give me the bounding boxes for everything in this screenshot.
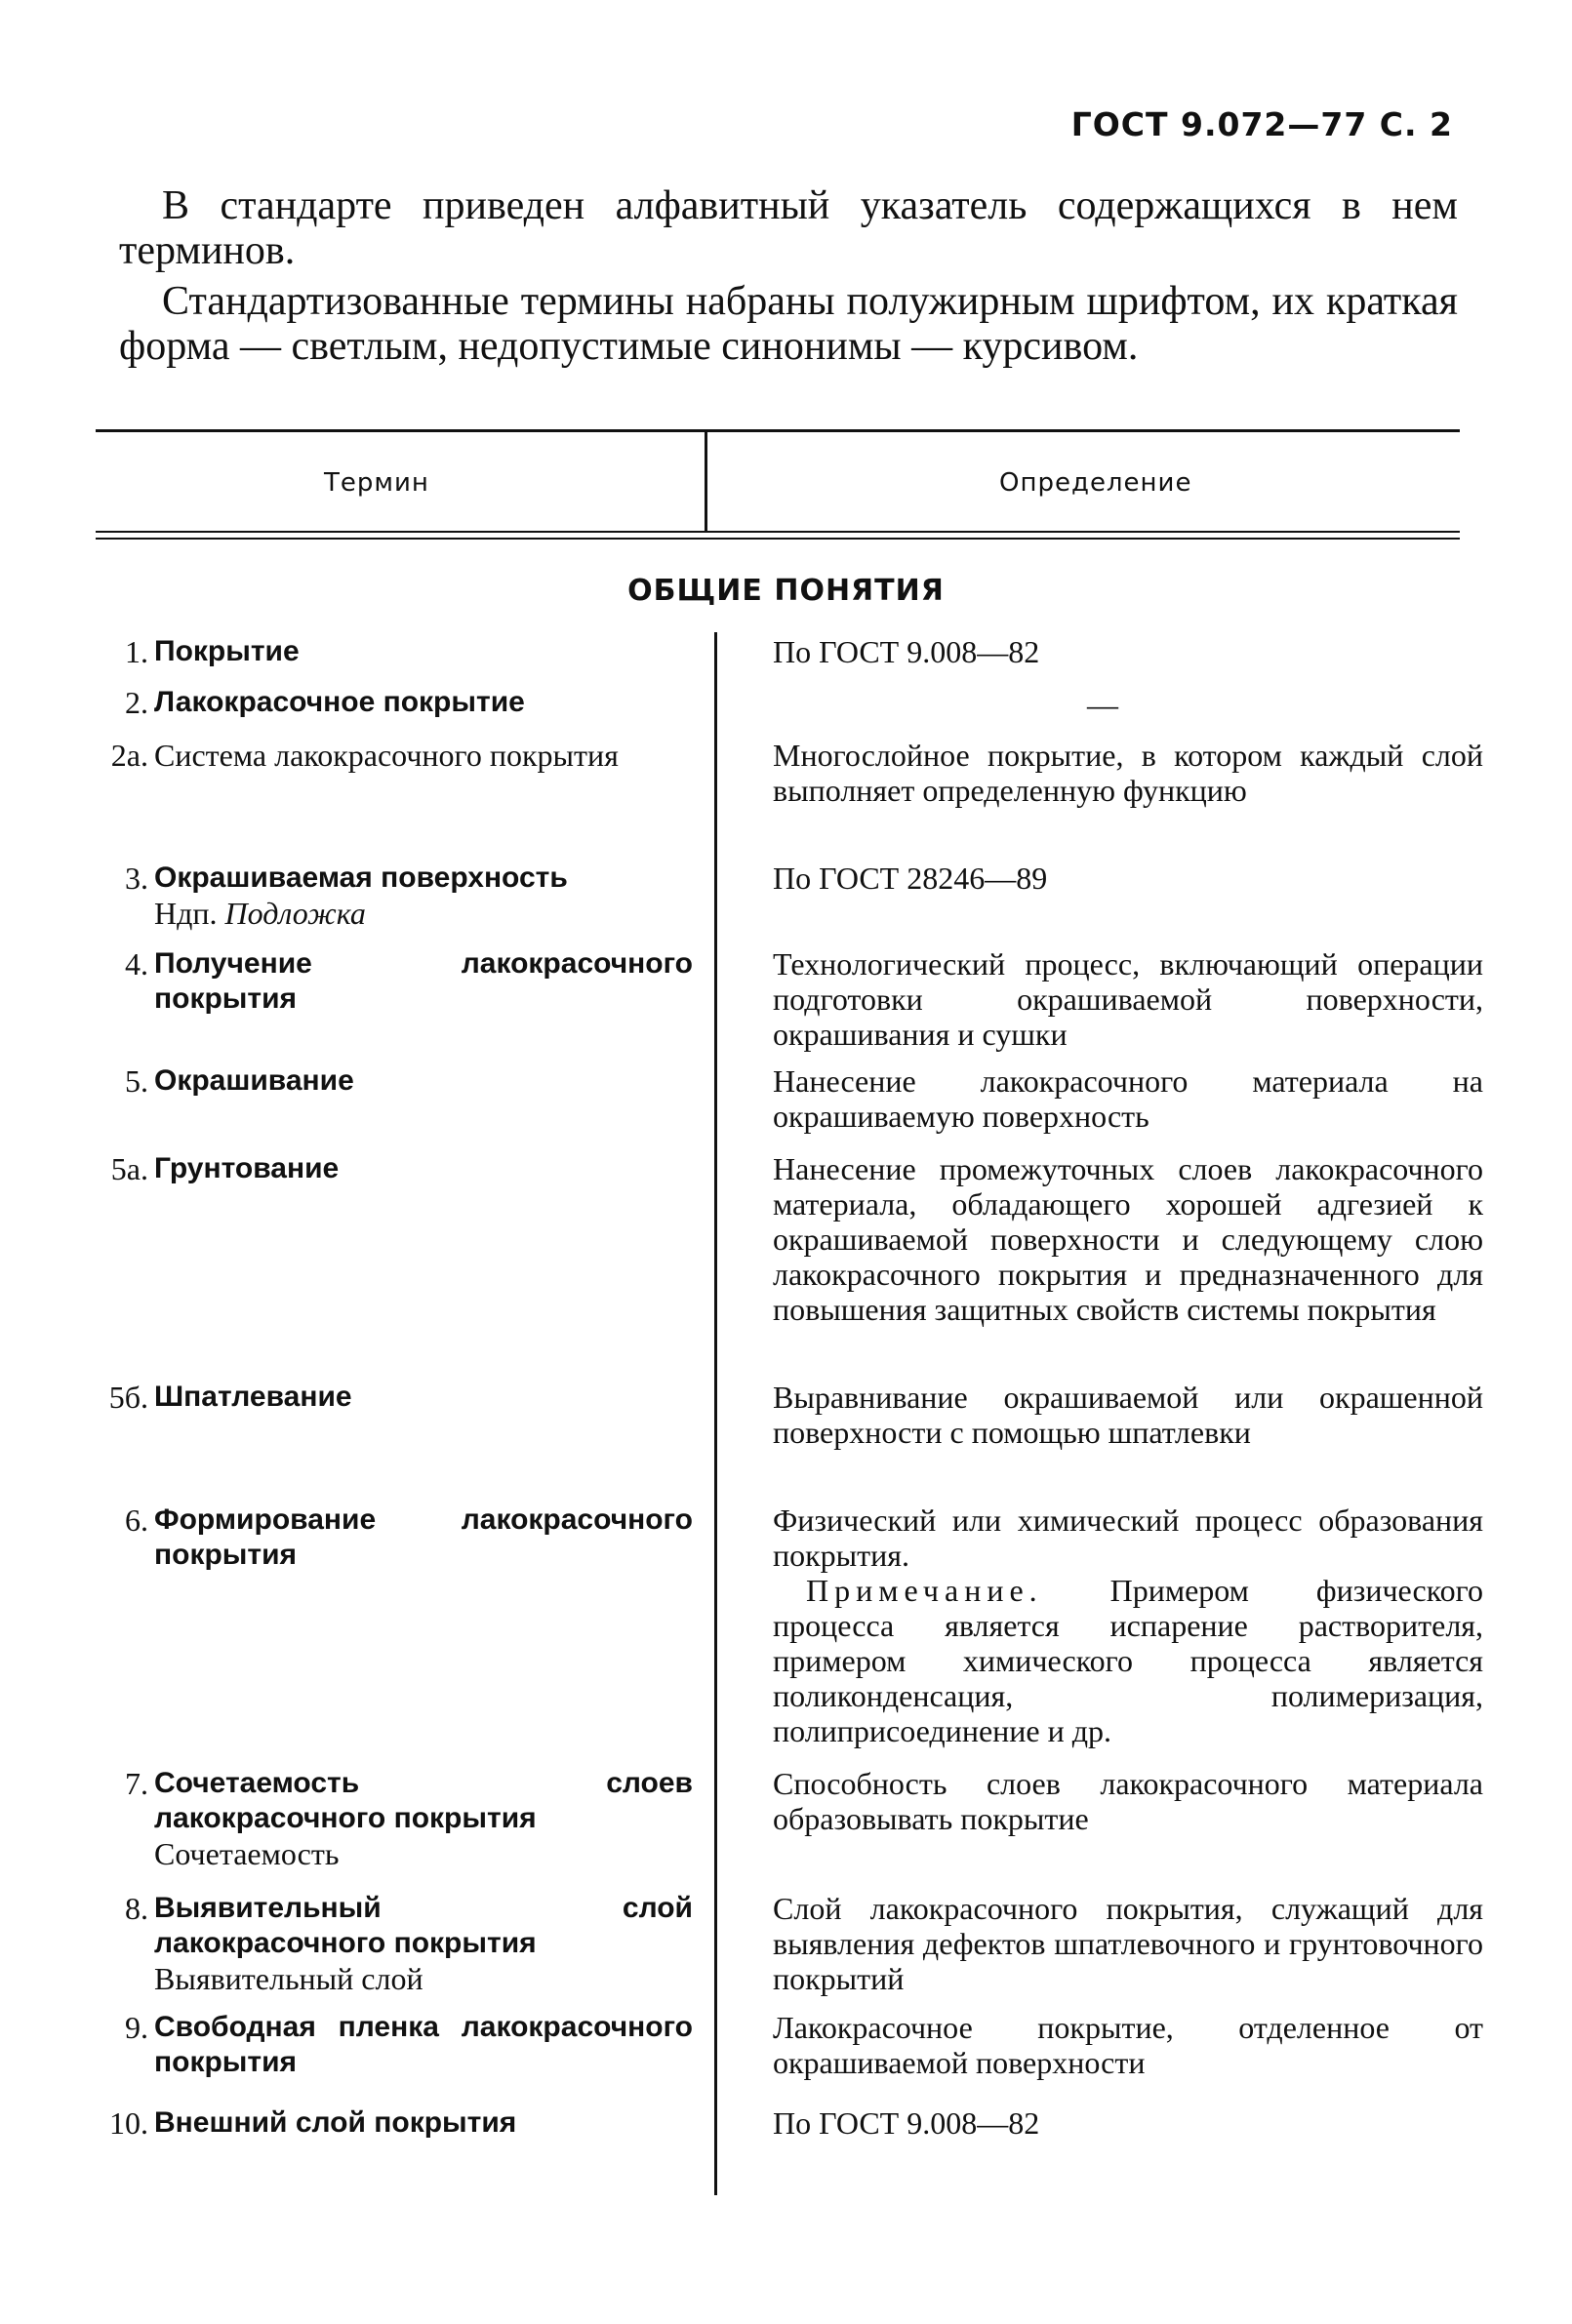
term-name: Выявительный слой лакокрасочного покрытия [154,1892,693,1959]
term-number: 3. [125,861,148,896]
term-definition: Лакокрасочное покрытие, отделенное от окрашиваемой поверхности [773,2010,1483,2080]
term-number: 7. [125,1766,148,1801]
term-number: 2. [125,685,148,720]
column-header-term: Термин [324,468,429,498]
term-name: Покрытие [154,635,300,667]
term-number: 5. [125,1063,148,1099]
ndp-label: Ндп. [154,896,218,931]
term-row [101,1151,693,1186]
term-row [101,2105,693,2141]
term-definition: Многослойное покрытие, в котором каждый слой выполняет определенную функцию [773,738,1483,808]
term-definition: Нанесение промежуточных слоев лакокрасочного материала, обладающего хорошей адгезией к окрашиваемой поверхности и следующему слою лакокрасочного покрытия и предназначенного для повышения защитных свойств системы покрытия [773,1151,1483,1327]
term-definition: Нанесение лакокрасочного материала на окрашиваемую поверхность [773,1063,1483,1134]
term-name: Внешний слой покрытия [154,2106,517,2139]
term-row [101,1503,693,1573]
table-top-rule [96,429,1460,432]
term-number: 1. [125,634,148,669]
term-name: Лакокрасочное покрытие [154,686,525,718]
note-label: Примечание. [806,1573,1043,1608]
term-definition: По ГОСТ 9.008—82 [773,2105,1040,2141]
column-header-definition: Определение [999,468,1192,498]
term-short-form: Сочетаемость [154,1836,340,1871]
term-number: 5б. [108,1380,148,1415]
term-number: 9. [125,2010,148,2045]
term-name: Система лакокрасочного покрытия [154,738,619,773]
term-name: Сочетаемость слоев лакокрасочного покрытия [154,1767,693,1834]
term-definition: По ГОСТ 28246—89 [773,861,1048,896]
term-number: 4. [125,946,148,982]
term-name: Окрашиваемая поверхность [154,861,568,894]
term-row [101,1380,693,1415]
term-definition: По ГОСТ 9.008—82 [773,634,1040,669]
term-number: 10. [109,2105,148,2141]
term-number: 2а. [110,738,148,773]
term-row [101,946,693,1017]
term-number: 5а. [110,1151,148,1186]
term-definition: Способность слоев лакокрасочного материала образовывать покрытие [773,1766,1483,1836]
term-definition-block [773,1503,1483,1748]
term-note [773,1573,1483,1748]
term-short-form: Выявительный слой [154,1961,423,1996]
note-text: Примером физического процесса является испарение растворителя, примером химического процесса является поликонденсация, полимеризация, полиприсоединение и др. [773,1573,1484,1748]
term-definition: Выравнивание окрашиваемой или окрашенной поверхности с помощью шпатлевки [773,1380,1483,1450]
table-header-rule [96,538,1460,540]
intro-paragraph: Стандартизованные термины набраны полужирным шрифтом, их краткая форма — светлым, недопустимые синонимы — курсивом. [119,279,1458,369]
term-forbidden-synonym [154,896,693,931]
column-divider [714,632,717,2195]
document-header: ГОСТ 9.072—77 С. 2 [1070,105,1453,143]
term-row [101,1766,693,1871]
term-definition: Слой лакокрасочного покрытия, служащий для выявления дефектов шпатлевочного и грунтовочного покрытий [773,1891,1483,1996]
term-definition: Технологический процесс, включающий операции подготовки окрашиваемой поверхности, окрашивания и сушки [773,946,1483,1052]
term-name: Формирование лакокрасочного покрытия [154,1503,693,1571]
term-row [101,861,693,931]
term-row [101,738,693,773]
term-definition: Физический или химический процесс образования покрытия. [773,1503,1483,1573]
term-row [101,2010,693,2080]
term-row [101,634,693,669]
term-name: Окрашивание [154,1064,354,1097]
column-divider [705,432,707,531]
intro-paragraph: В стандарте приведен алфавитный указатель содержащихся в нем терминов. [119,183,1458,273]
section-title: ОБЩИЕ ПОНЯТИЯ [627,574,945,608]
intro-text [119,183,1458,375]
term-name: Шпатлевание [154,1381,352,1413]
term-name: Грунтование [154,1152,340,1184]
term-row [101,1063,693,1099]
term-number: 6. [125,1503,148,1538]
term-name: Свободная пленка лакокрасочного покрытия [154,2011,693,2078]
term-name: Получение лакокрасочного покрытия [154,947,693,1015]
term-row [101,685,693,720]
table-header-rule [96,531,1460,533]
term-row [101,1891,693,1996]
term-definition: — [1087,687,1118,722]
ndp-term: Подложка [224,896,366,931]
term-number: 8. [125,1891,148,1926]
